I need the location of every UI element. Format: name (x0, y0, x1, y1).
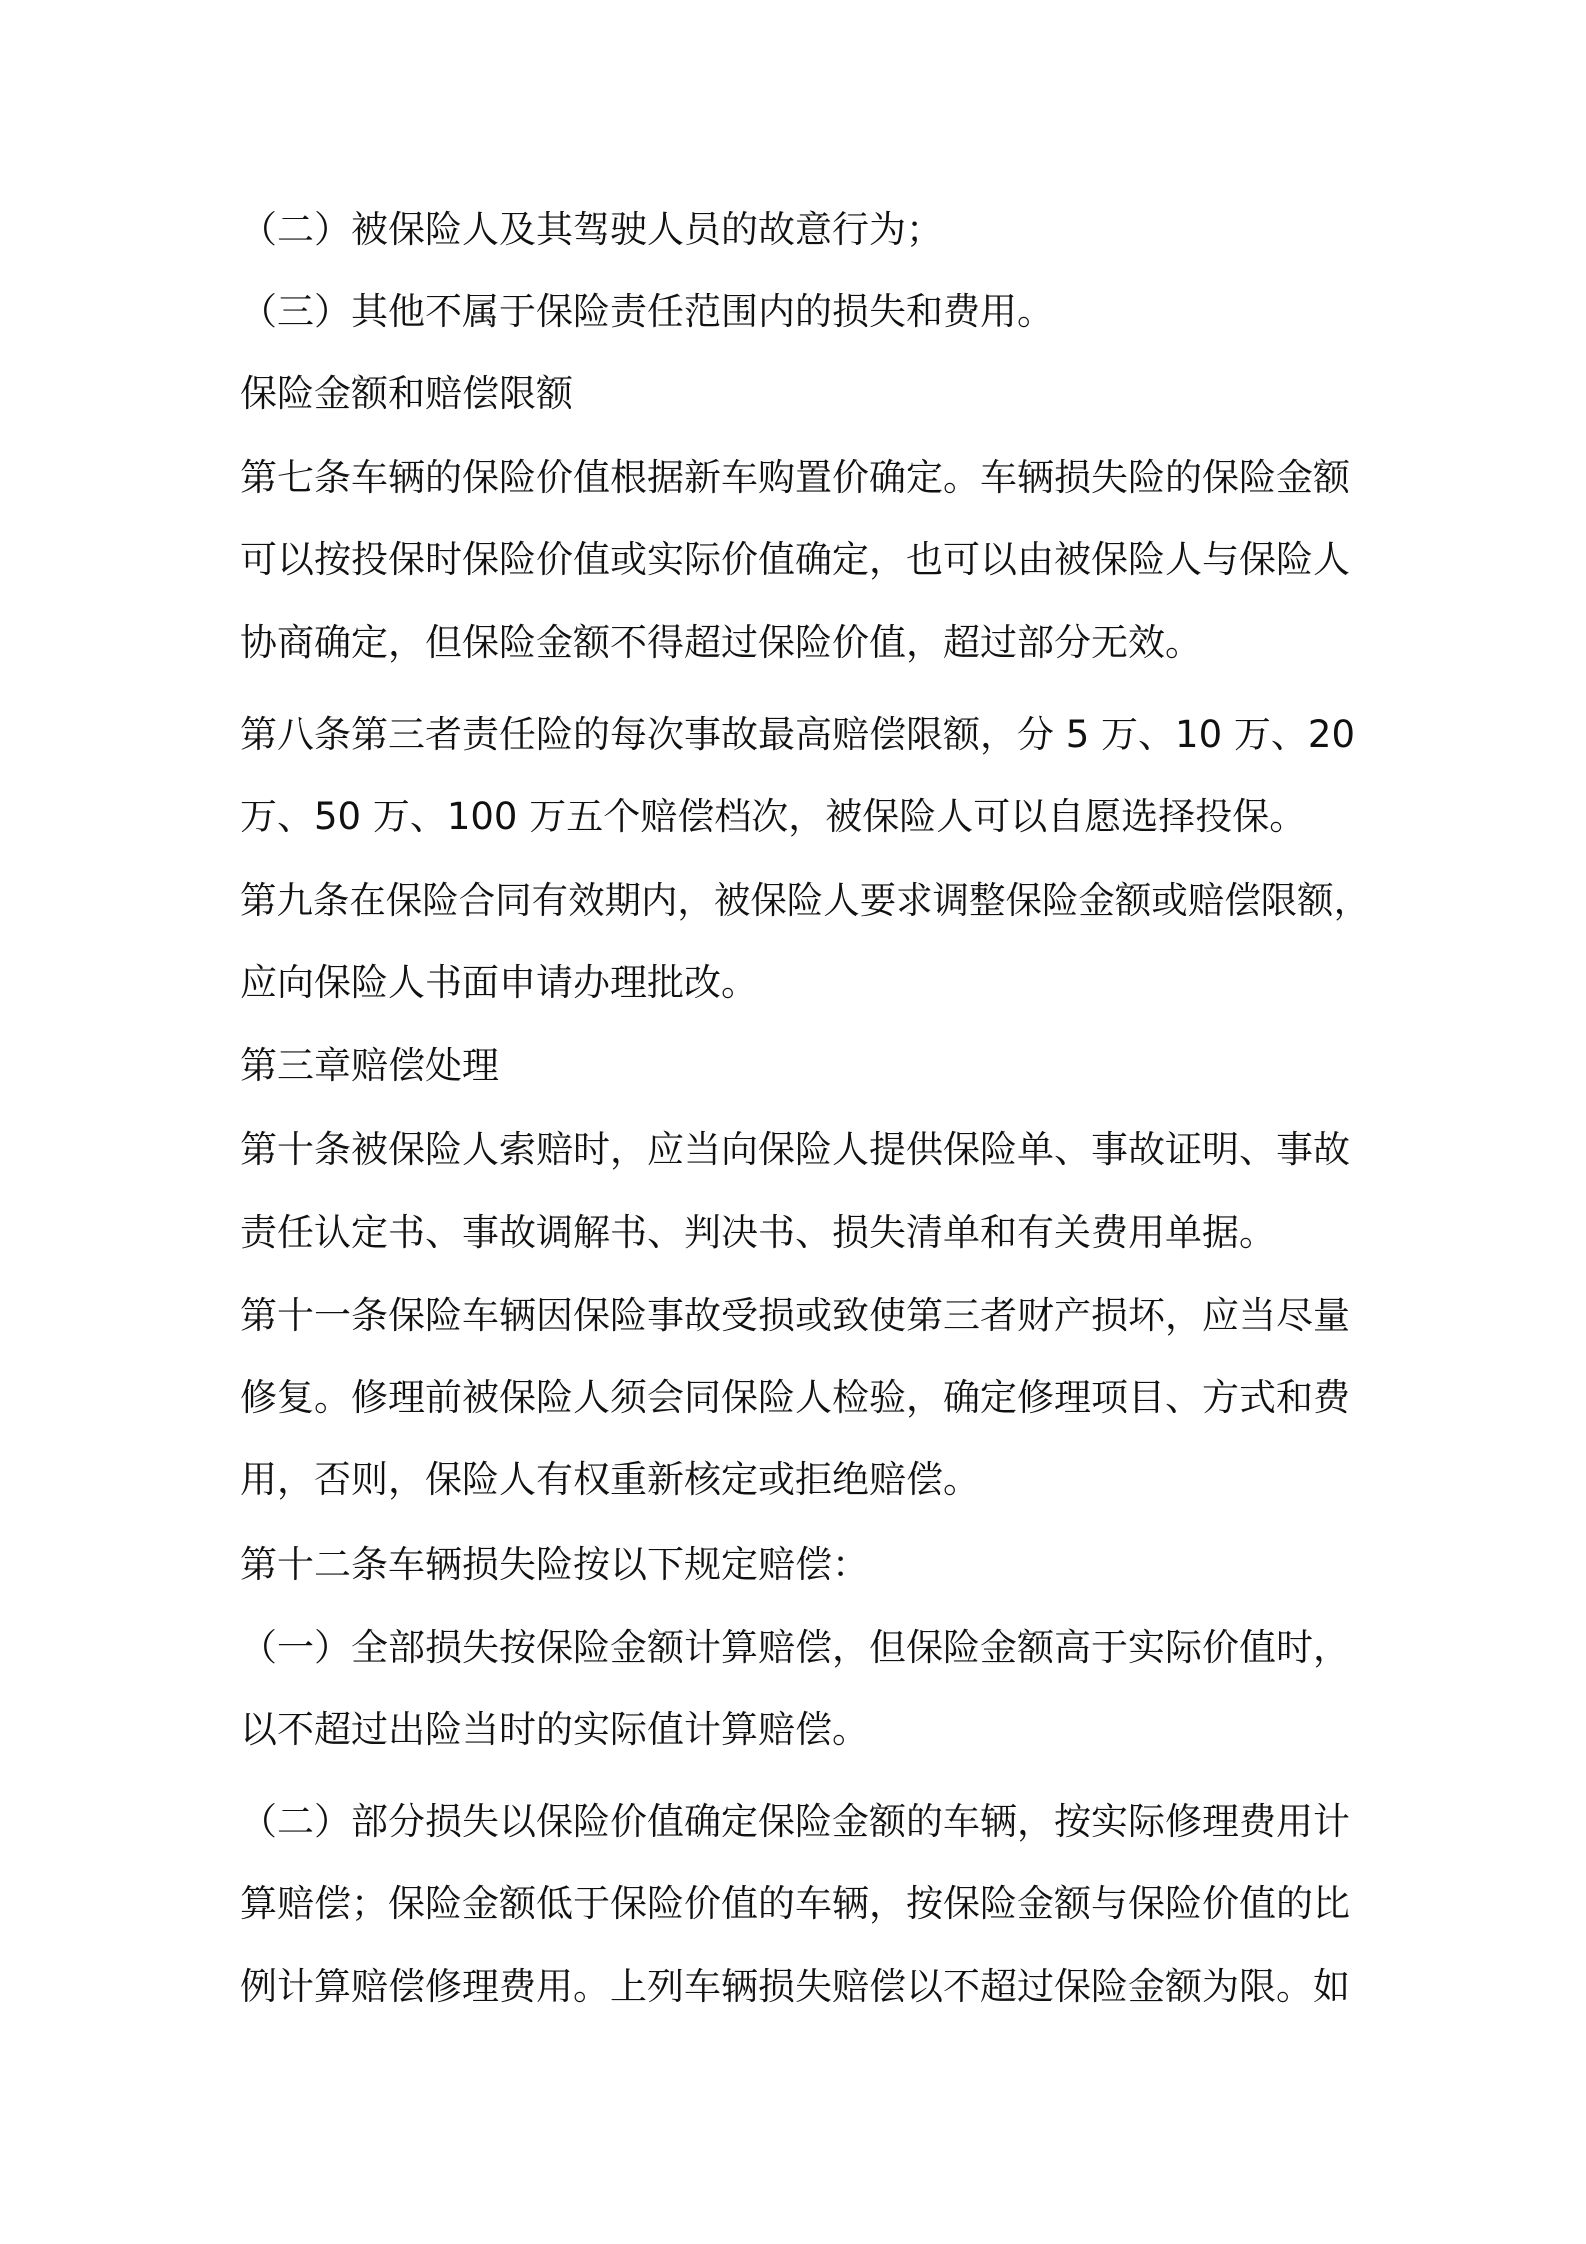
text-line-13: 责任认定书、事故调解书、判决书、损失清单和有关费用单据。 (240, 1211, 1276, 1254)
text-line-4: 第七条车辆的保险价值根据新车购置价确定。车辆损失险的保险金额 (240, 456, 1350, 499)
chapter-heading-claims: 第三章赔偿处理 (240, 1044, 499, 1087)
text-line-14: 第十一条保险车辆因保险事故受损或致使第三者财产损坏，应当尽量 (240, 1294, 1350, 1337)
text-line-16: 用，否则，保险人有权重新核定或拒绝赔偿。 (240, 1458, 980, 1501)
text-line-21: 算赔偿；保险金额低于保险价值的车辆，按保险金额与保险价值的比 (240, 1882, 1350, 1925)
text-line-9: 第九条在保险合同有效期内，被保险人要求调整保险金额或赔偿限额， (240, 879, 1371, 922)
text-line-5: 可以按投保时保险价值或实际价值确定，也可以由被保险人与保险人 (240, 538, 1350, 581)
text-line-18: （一）全部损失按保险金额计算赔偿，但保险金额高于实际价值时， (240, 1626, 1350, 1669)
text-line-7: 第八条第三者责任险的每次事故最高赔偿限额，分 5 万、10 万、20 (240, 713, 1355, 756)
text-line-6: 协商确定，但保险金额不得超过保险价值，超过部分无效。 (240, 621, 1202, 664)
text-line-12: 第十条被保险人索赔时，应当向保险人提供保险单、事故证明、事故 (240, 1128, 1350, 1171)
text-line-8: 万、50 万、100 万五个赔偿档次，被保险人可以自愿选择投保。 (240, 795, 1307, 838)
text-line-15: 修复。修理前被保险人须会同保险人检验，确定修理项目、方式和费 (240, 1376, 1350, 1419)
text-line-10: 应向保险人书面申请办理批改。 (240, 961, 758, 1004)
text-line-17: 第十二条车辆损失险按以下规定赔偿： (240, 1543, 869, 1586)
text-line-20: （二）部分损失以保险价值确定保险金额的车辆，按实际修理费用计 (240, 1800, 1350, 1843)
text-line-1: （二）被保险人及其驾驶人员的故意行为； (240, 208, 943, 251)
text-line-19: 以不超过出险当时的实际值计算赔偿。 (240, 1708, 869, 1751)
text-line-2: （三）其他不属于保险责任范围内的损失和费用。 (240, 290, 1054, 333)
text-line-22: 例计算赔偿修理费用。上列车辆损失赔偿以不超过保险金额为限。如 (240, 1965, 1350, 2008)
section-heading-insurance-amount: 保险金额和赔偿限额 (240, 372, 573, 415)
